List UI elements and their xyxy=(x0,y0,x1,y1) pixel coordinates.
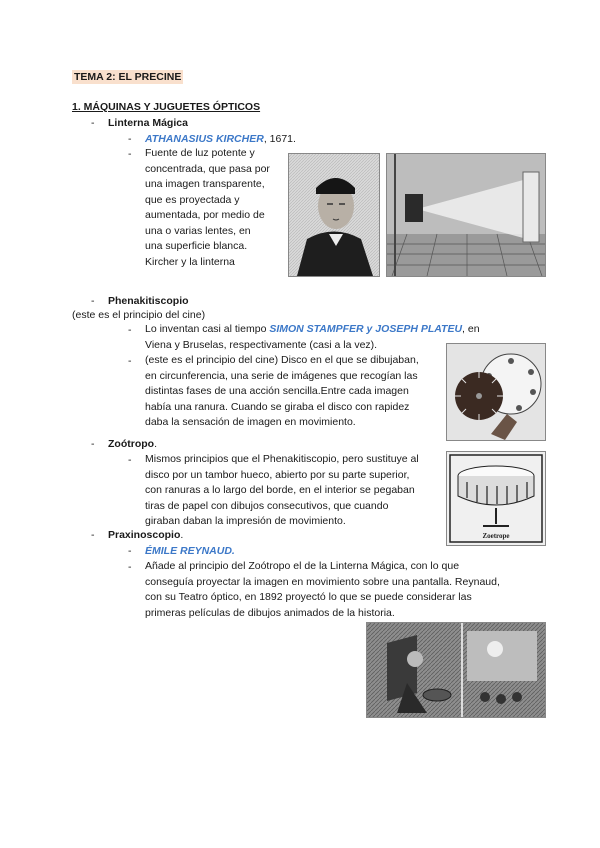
text-line: (este es el principio del cine) Disco en el que se dibujaban, xyxy=(145,354,419,366)
text-fragment: Lo inventan casi al tiempo xyxy=(145,323,270,335)
page-title: TEMA 2: EL PRECINE xyxy=(74,71,182,83)
text-line: en circunferencia, una serie de imágenes que recogían las xyxy=(145,369,418,382)
theatre-optique-image xyxy=(366,622,546,718)
linterna-author-line xyxy=(145,132,296,146)
author-name: ÉMILE REYNAUD. xyxy=(145,545,235,557)
text-line: había una ranura. Cuando se giraba el disco con rapidez xyxy=(145,400,410,413)
bullet-dash: - xyxy=(128,561,132,573)
praxinoscopio-description xyxy=(145,559,545,621)
text-line: aumentada, por medio de xyxy=(145,209,265,221)
text-line: Añade al principio del Zoótropo el de la Linterna Mágica, con lo que xyxy=(145,560,460,572)
label-suffix: . xyxy=(180,529,184,541)
item-label-praxinoscopio-wrap xyxy=(108,528,183,542)
text-line: una superficie blanca. xyxy=(145,240,248,252)
item-label-praxinoscopio: Praxinoscopio xyxy=(108,529,181,541)
zoetrope-image xyxy=(446,451,546,546)
text-line: disco por un tambor hueco, abierto por su parte superior, xyxy=(145,468,410,481)
bullet-dash: - xyxy=(91,117,95,129)
text-line: conseguía proyectar la imagen en movimiento sobre una pantalla. Reynaud, xyxy=(145,575,500,588)
bullet-dash: - xyxy=(91,438,95,450)
bullet-dash: - xyxy=(128,133,132,145)
bullet-dash: - xyxy=(128,454,132,466)
phenakitiscopio-description xyxy=(145,353,445,431)
praxinoscopio-author xyxy=(145,544,235,558)
item-label-phenakitiscopio: Phenakitiscopio xyxy=(108,295,189,307)
bullet-dash: - xyxy=(128,324,132,336)
bullet-dash: - xyxy=(128,148,132,160)
author-name: ATHANASIUS KIRCHER xyxy=(145,133,264,145)
bullet-dash: - xyxy=(128,355,132,367)
author-year: , 1671. xyxy=(263,133,296,145)
text-line: Fuente de luz potente y xyxy=(145,147,255,159)
text-line: Mismos principios que el Phenakitiscopio, pero sustituye al xyxy=(145,453,419,465)
text-line: una o varias lentes, en xyxy=(145,224,251,237)
text-line: una imagen transparente, xyxy=(145,178,265,190)
text-line: Kircher y la linterna xyxy=(145,255,235,268)
magic-lantern-image xyxy=(386,153,546,277)
text-fragment: , en xyxy=(462,323,480,335)
text-line: Viena y Bruselas, respectivamente (casi a la vez). xyxy=(145,338,378,351)
text-line: primeras películas de dibujos animados de la historia. xyxy=(145,606,395,619)
text-line: distintas fases de una acción sencilla.Entre cada imagen xyxy=(145,385,409,397)
text-line: daba la sensación de imagen en movimiento. xyxy=(145,416,356,428)
item-label-zootropo: Zoótropo xyxy=(108,438,155,450)
text-line: con ranuras a lo largo del borde, en el interior se pegaban xyxy=(145,484,415,496)
label-suffix: . xyxy=(154,438,157,450)
section-heading: 1. MÁQUINAS Y JUGUETES ÓPTICOS xyxy=(72,101,261,113)
bullet-dash: - xyxy=(91,529,95,541)
text-line xyxy=(145,322,515,338)
inventor-names: SIMON STAMPFER y JOSEPH PLATEU xyxy=(269,323,463,335)
phenakistiscope-disc-image xyxy=(446,343,546,441)
text-line: concentrada, que pasa por xyxy=(145,162,270,175)
text-line: tiras de papel con dibujos consecutivos, que cuando xyxy=(145,499,389,512)
item-label-zootropo-wrap xyxy=(108,437,157,451)
zoetrope-caption: Zoetrope xyxy=(482,532,510,540)
text-line: con su Teatro óptico, en 1892 proyectó lo que se puede considerar las xyxy=(145,591,472,603)
bullet-dash: - xyxy=(128,545,132,557)
bullet-dash: - xyxy=(91,295,95,307)
linterna-description xyxy=(145,146,285,270)
text-line: que es proyectada y xyxy=(145,193,240,206)
zootropo-description xyxy=(145,452,445,530)
text-line: giraban daban la impresión de movimiento. xyxy=(145,515,346,527)
item-label-linterna: Linterna Mágica xyxy=(108,117,188,129)
phenakitiscopio-note: (este es el principio del cine) xyxy=(72,309,206,321)
kircher-portrait-image xyxy=(288,153,380,277)
